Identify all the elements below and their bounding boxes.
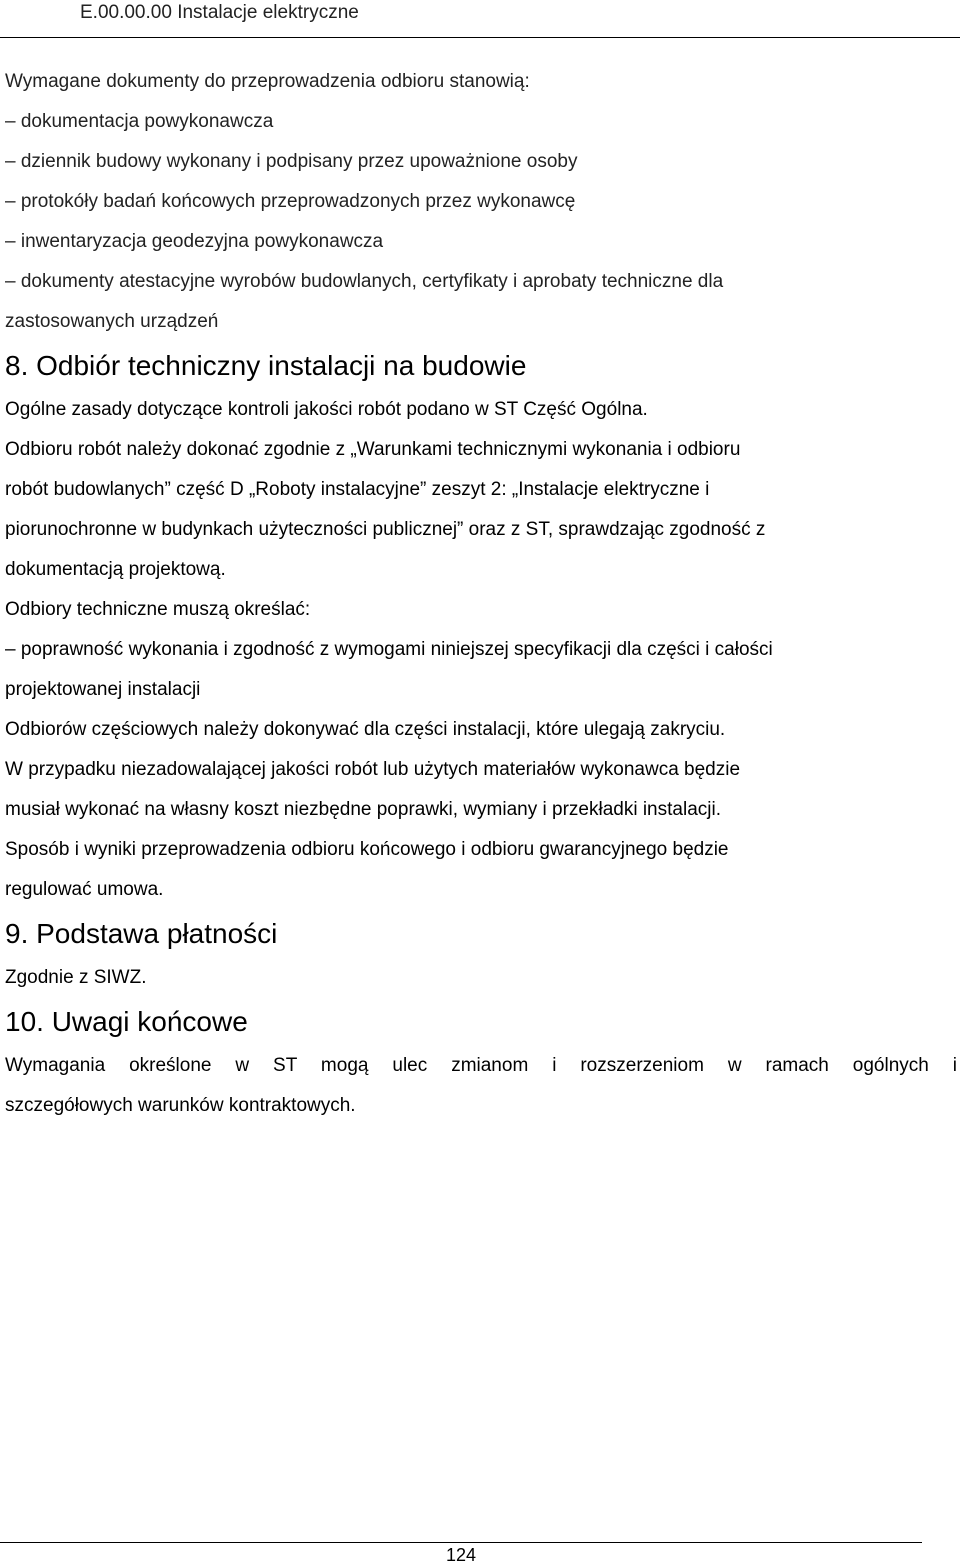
- section-8-line: piorunochronne w budynkach użyteczności publicznej” oraz z ST, sprawdzając zgodność z: [5, 519, 766, 540]
- section-8-line: W przypadku niezadowalającej jakości robót lub użytych materiałów wykonawca będzie: [5, 759, 741, 780]
- documents-item: – protokóły badań końcowych przeprowadzonych przez wykonawcę: [5, 191, 576, 212]
- page-number: 124: [445, 1545, 477, 1565]
- documents-item-continuation: zastosowanych urządzeń: [5, 311, 219, 332]
- section-9-heading: 9. Podstawa płatności: [5, 918, 278, 949]
- documents-item: – dokumentacja powykonawcza: [5, 111, 274, 132]
- section-8-line: regulować umowa.: [5, 879, 164, 900]
- document-body: [5, 62, 957, 1126]
- documents-item: – dziennik budowy wykonany i podpisany przez upoważnione osoby: [5, 151, 578, 172]
- header-divider: [0, 37, 960, 38]
- section-10-heading: 10. Uwagi końcowe: [5, 1006, 248, 1037]
- section-10-line: Wymagania określone w ST mogą ulec zmianom i rozszerzeniom w ramach ogólnych i: [5, 1055, 957, 1076]
- documents-item: – dokumenty atestacyjne wyrobów budowlanych, certyfikaty i aprobaty techniczne dla: [5, 271, 724, 292]
- section-8-line: Ogólne zasady dotyczące kontroli jakości robót podano w ST Część Ogólna.: [5, 399, 648, 420]
- footer-divider: [0, 1542, 922, 1543]
- documents-lead: Wymagane dokumenty do przeprowadzenia odbioru stanowią:: [5, 71, 530, 92]
- section-8-line: musiał wykonać na własny koszt niezbędne poprawki, wymiany i przekładki instalacji.: [5, 799, 721, 820]
- page-header-title: E.00.00.00 Instalacje elektryczne: [80, 2, 359, 23]
- section-8-heading: 8. Odbiór techniczny instalacji na budowie: [5, 350, 527, 381]
- section-10-line: szczegółowych warunków kontraktowych.: [5, 1095, 356, 1116]
- section-8-line: Odbioru robót należy dokonać zgodnie z „Warunkami technicznymi wykonania i odbioru: [5, 439, 741, 460]
- section-8-line: – poprawność wykonania i zgodność z wymogami niniejszej specyfikacji dla części i całości: [5, 639, 773, 660]
- section-8-line: Odbiorów częściowych należy dokonywać dla części instalacji, które ulegają zakryciu.: [5, 719, 726, 740]
- section-9-text: Zgodnie z SIWZ.: [5, 967, 147, 988]
- section-8-line: Sposób i wyniki przeprowadzenia odbioru końcowego i odbioru gwarancyjnego będzie: [5, 839, 729, 860]
- documents-item: – inwentaryzacja geodezyjna powykonawcza: [5, 231, 384, 252]
- section-8-line: dokumentacją projektową.: [5, 559, 226, 580]
- section-8-line: projektowanej instalacji: [5, 679, 201, 700]
- section-8-line: robót budowlanych” część D „Roboty instalacyjne” zeszyt 2: „Instalacje elektryczne i: [5, 479, 710, 500]
- section-8-line: Odbiory techniczne muszą określać:: [5, 599, 311, 620]
